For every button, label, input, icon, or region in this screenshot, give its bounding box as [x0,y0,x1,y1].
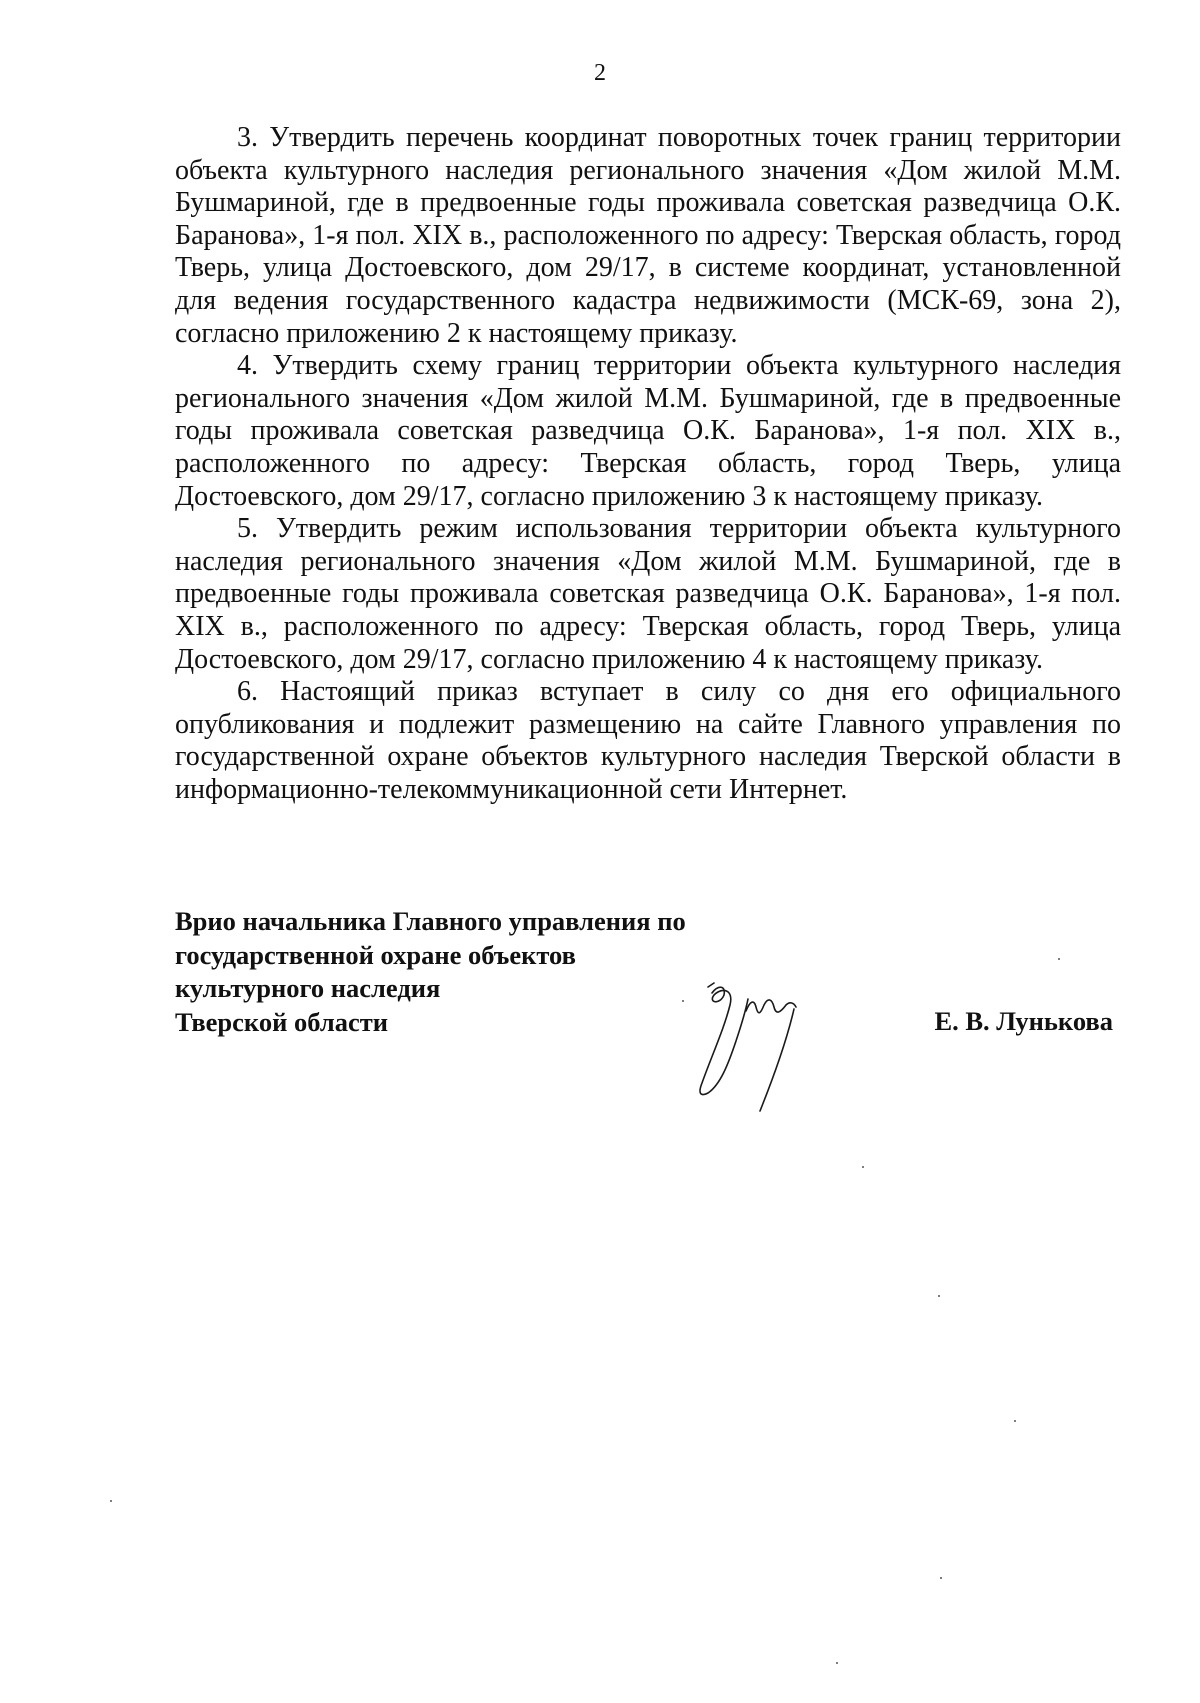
scan-speck [1058,958,1060,960]
paragraph-6: 6. Настоящий приказ вступает в силу со дня его официального опубликования и подлежит размещению на сайте Главного управления по государственной охране объектов культурного наследия Тверской области в информационно-телекоммуникационной сети Интернет. [175,676,1121,805]
signer-name: Е. В. Лунькова [934,1006,1113,1036]
page-number: 2 [594,60,606,86]
scan-speck [940,1577,942,1579]
signer-position-line: Тверской области [175,1006,388,1037]
signer-position-line: государственной охране объектов [175,939,576,970]
scan-speck [938,1295,940,1297]
scan-speck [862,1166,864,1168]
scan-speck [110,1500,112,1502]
scan-speck [836,1662,838,1664]
paragraph-3: 3. Утвердить перечень координат поворотных точек границ территории объекта культурного наследия регионального значения «Дом жилой М.М. Бушмариной, где в предвоенные годы проживала советская разведчица О.К. Баранова», 1-я пол. XIX в., расположенного по адресу: Тверская область, город Тверь, улица Достоевского, дом 29/17, в системе координат, установленной для ведения государственного кадастра недвижимости (МСК-69, зона 2), согласно приложению 2 к настоящему приказу. [175,122,1121,349]
handwritten-signature [690,975,870,1115]
signer-position-line: Врио начальника Главного управления по [175,906,686,936]
signer-position [175,905,775,1039]
signer-position-line: культурного наследия [175,973,441,1003]
paragraph-4: 4. Утвердить схему границ территории объекта культурного наследия регионального значения «Дом жилой М.М. Бушмариной, где в предвоенные годы проживала советская разведчица О.К. Баранова», 1-я пол. XIX в., расположенного по адресу: Тверская область, город Тверь, улица Достоевского, дом 29/17, согласно приложению 3 к настоящему приказу. [175,350,1121,512]
scan-speck [1014,1420,1016,1422]
scan-speck [682,1000,684,1002]
document-body [175,122,1121,806]
paragraph-5: 5. Утвердить режим использования территории объекта культурного наследия регионального значения «Дом жилой М.М. Бушмариной, где в предвоенные годы проживала советская разведчица О.К. Баранова», 1-я пол. XIX в., расположенного по адресу: Тверская область, город Тверь, улица Достоевского, дом 29/17, согласно приложению 4 к настоящему приказу. [175,513,1121,675]
